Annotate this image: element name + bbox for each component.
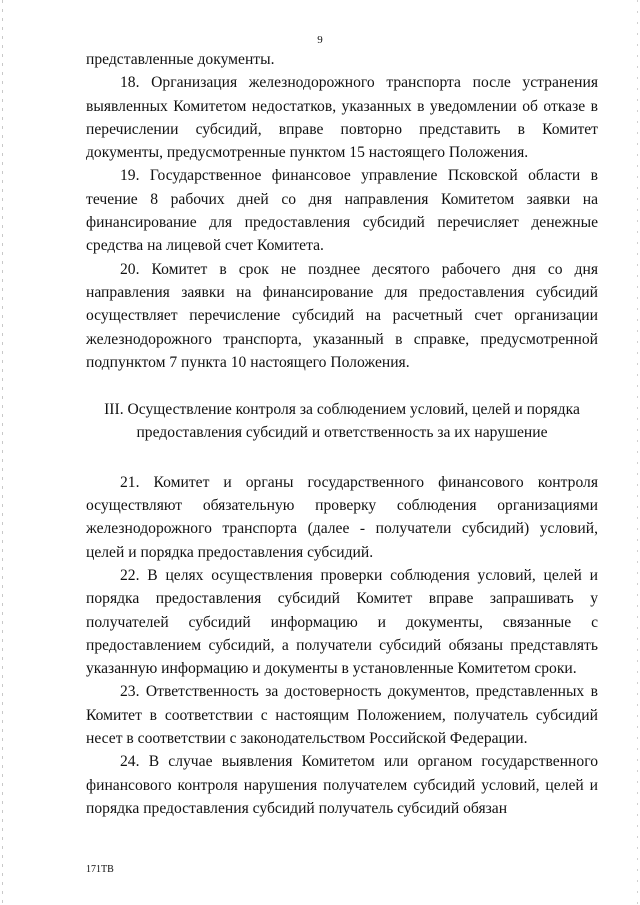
section-heading xyxy=(86,398,598,445)
paragraph-23: 23. Ответственность за достоверность документов, представленных в Комитет в соответствии с настоящим Положением, получатель субсидий несет в соответствии с законодательством Российской Федерации. xyxy=(86,683,598,748)
paragraph-continuation: представленные документы. xyxy=(86,51,275,68)
footer-document-code: 171ТВ xyxy=(86,864,114,875)
paragraph-20: 20. Комитет в срок не позднее десятого рабочего дня со дня направления заявки на финансирование для предоставления субсидий осуществляет перечисление субсидий на расчетный счет организации железнодорожного транспорта, указанный в справке, предусмотренной подпунктом 7 пункта 10 настоящего Положения. xyxy=(86,260,598,371)
paragraph-21: 21. Комитет и органы государственного финансового контроля осуществляют обязательную проверку соблюдения организациями железнодорожного транспорта (далее - получатели субсидий) условий, целей и порядка предоставления субсидий. xyxy=(86,473,598,561)
section-heading-line-2: предоставления субсидий и ответственность за их нарушение xyxy=(136,424,548,442)
paragraph-22: 22. В целях осуществления проверки соблюдения условий, целей и порядка предоставления субсидий Комитет вправе запрашивать у получателей субсидий информацию и документы, связанные с предоставлением субсидий, а получатели субсидий обязаны представлять указанную информацию и документы в установленные Комитетом сроки. xyxy=(86,566,598,678)
scan-edge-right xyxy=(637,0,638,905)
document-body xyxy=(86,48,598,820)
section-heading-line-1: III. Осуществление контроля за соблюдением условий, целей и порядка xyxy=(104,401,580,419)
paragraph-19: 19. Государственное финансовое управление Псковской области в течение 8 рабочих дней со дня направления Комитетом заявки на финансирование для предоставления субсидий перечисляет денежные средства на лицевой счет Комитета. xyxy=(86,167,598,255)
scan-edge-left xyxy=(2,0,3,905)
page-number: 9 xyxy=(317,34,323,46)
paragraph-18: 18. Организация железнодорожного транспорта после устранения выявленных Комитетом недостатков, указанных в уведомлении об отказе в перечислении субсидий, вправе повторно представить в Комитет документы, предусмотренные пунктом 15 настоящего Положения. xyxy=(86,74,598,162)
paragraph-24: 24. В случае выявления Комитетом или органом государственного финансового контроля нарушения получателем субсидий условий, целей и порядка предоставления субсидий получатель субсидий обязан xyxy=(86,753,598,817)
